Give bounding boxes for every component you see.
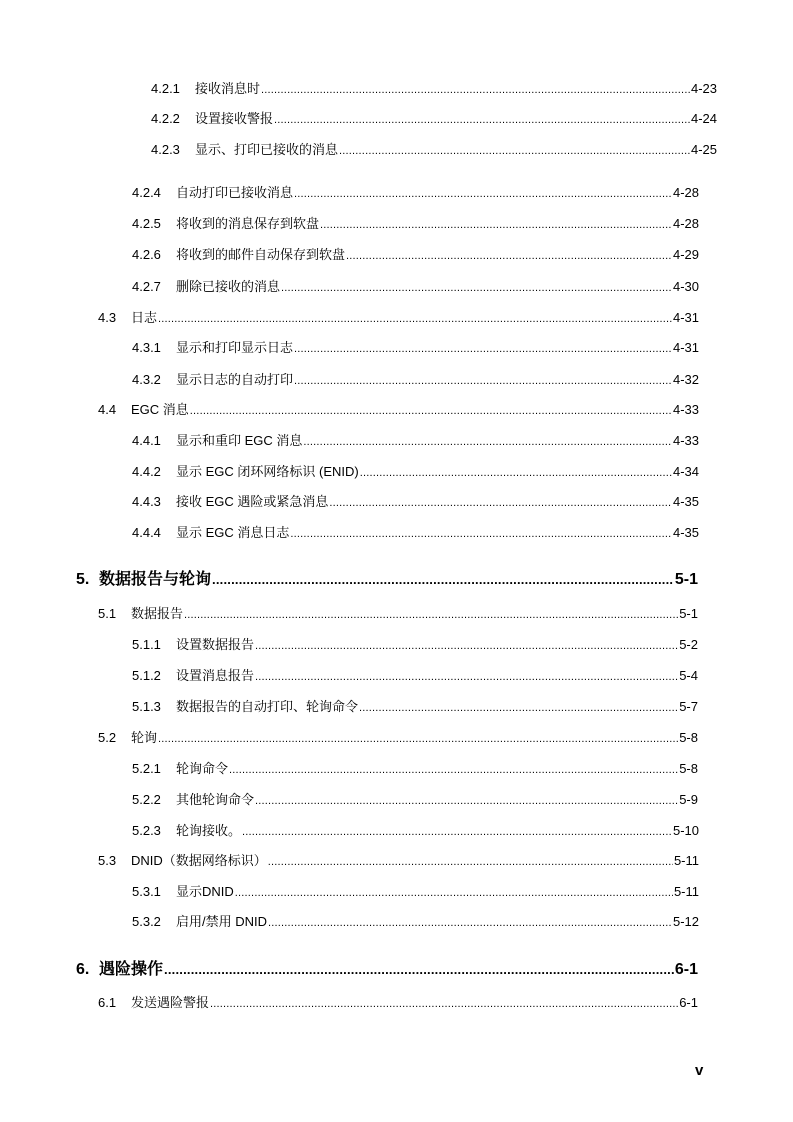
toc-entry-page: 4-31: [672, 340, 699, 355]
dot-leader: [261, 82, 690, 98]
toc-entry-number: 5.3: [98, 853, 117, 868]
toc-entry-title: 轮询: [131, 730, 158, 745]
toc-entry-title: 显示 EGC 闭环网络标识 (ENID): [176, 464, 359, 479]
dot-leader: [290, 526, 672, 542]
toc-entry-title: 数据报告与轮询: [99, 571, 212, 588]
toc-entry-title: 日志: [131, 310, 158, 325]
dot-leader: [329, 495, 672, 511]
toc-entry-number: 4.3.1: [132, 340, 161, 355]
toc-entry-number: 4.2.2: [151, 111, 180, 126]
toc-entry-page: 4-33: [672, 402, 699, 417]
toc-entry-page: 6-1: [679, 995, 698, 1010]
toc-entry-number: 4.4.2: [132, 464, 161, 479]
toc-entry-title: 将收到的邮件自动保存到软盘: [176, 247, 346, 262]
toc-entry-4-3[interactable]: [98, 310, 699, 326]
toc-entry-4-2-5[interactable]: [132, 216, 699, 232]
toc-entry-page: 5-11: [673, 884, 699, 899]
toc-entry-5-1[interactable]: [98, 606, 698, 622]
toc-entry-page: 5-7: [679, 699, 698, 714]
dot-leader: [255, 793, 678, 809]
toc-entry-page: 5-10: [672, 823, 699, 838]
toc-entry-number: 4.4.4: [132, 525, 161, 540]
toc-entry-6-1[interactable]: [98, 995, 698, 1011]
toc-entry-number: 4.2.1: [151, 81, 180, 96]
toc-entry-title: 其他轮询命令: [176, 792, 255, 807]
dot-leader: [294, 373, 672, 389]
dot-leader: [360, 465, 672, 481]
toc-entry-5-2[interactable]: [98, 730, 698, 746]
toc-entry-number: 4.4.1: [132, 433, 161, 448]
dot-leader: [255, 638, 678, 654]
toc-entry-number: 5.1: [98, 606, 117, 621]
dot-leader: [229, 762, 678, 778]
toc-entry-page: 5-12: [672, 914, 699, 929]
toc-entry-title: EGC 消息: [131, 402, 189, 417]
dot-leader: [210, 996, 678, 1012]
toc-entry-page: 4-28: [672, 216, 699, 231]
toc-entry-number: 4.2.5: [132, 216, 161, 231]
toc-entry-title: 自动打印已接收消息: [176, 185, 294, 200]
dot-leader: [339, 143, 690, 159]
toc-entry-title: 显示DNID: [176, 884, 234, 899]
toc-entry-page: 5-9: [679, 792, 698, 807]
toc-chapter-5[interactable]: [76, 570, 698, 590]
dot-leader: [281, 280, 672, 296]
toc-entry-4-2-1[interactable]: [151, 81, 717, 97]
toc-entry-number: 5.: [76, 571, 90, 588]
toc-entry-title: 轮询命令: [176, 761, 229, 776]
toc-entry-4-3-2[interactable]: [132, 372, 699, 388]
toc-entry-page: 4-35: [672, 494, 699, 509]
toc-entry-number: 4.4: [98, 402, 117, 417]
toc-entry-4-4[interactable]: [98, 402, 699, 418]
dot-leader: [242, 824, 672, 840]
toc-entry-page: 5-1: [679, 606, 698, 621]
dot-leader: [303, 434, 672, 450]
toc-entry-4-4-1[interactable]: [132, 433, 699, 449]
dot-leader: [274, 112, 690, 128]
toc-entry-5-2-1[interactable]: [132, 761, 698, 777]
toc-entry-4-2-3[interactable]: [151, 142, 717, 158]
toc-entry-5-3-2[interactable]: [132, 914, 699, 930]
toc-entry-5-3-1[interactable]: [132, 884, 699, 900]
toc-entry-title: 发送遇险警报: [131, 995, 210, 1010]
toc-entry-number: 4.3: [98, 310, 117, 325]
toc-entry-number: 4.3.2: [132, 372, 161, 387]
toc-entry-4-2-2[interactable]: [151, 111, 717, 127]
toc-entry-page: 5-11: [673, 853, 699, 868]
toc-entry-number: 4.2.3: [151, 142, 180, 157]
toc-entry-page: 4-24: [690, 111, 717, 126]
dot-leader: [190, 403, 672, 419]
toc-entry-title: 显示和打印显示日志: [176, 340, 294, 355]
dot-leader: [235, 885, 673, 901]
toc-entry-page: 4-23: [690, 81, 717, 96]
toc-entry-number: 4.2.6: [132, 247, 161, 262]
toc-entry-title: 启用/禁用 DNID: [176, 914, 268, 929]
toc-entry-title: 显示和重印 EGC 消息: [176, 433, 303, 448]
toc-entry-4-3-1[interactable]: [132, 340, 699, 356]
toc-entry-4-4-2[interactable]: [132, 464, 699, 480]
toc-entry-title: 接收 EGC 遇险或紧急消息: [176, 494, 329, 509]
dot-leader: [184, 607, 678, 623]
toc-entry-5-1-3[interactable]: [132, 699, 698, 715]
toc-entry-title: 接收消息时: [195, 81, 261, 96]
toc-entry-number: 5.2.1: [132, 761, 161, 776]
toc-entry-title: 将收到的消息保存到软盘: [176, 216, 320, 231]
toc-entry-page: 4-32: [672, 372, 699, 387]
toc-entry-title: 数据报告的自动打印、轮询命令: [176, 699, 359, 714]
toc-entry-title: 显示 EGC 消息日志: [176, 525, 290, 540]
toc-entry-title: 遇险操作: [99, 961, 164, 978]
toc-entry-page: 5-4: [679, 668, 698, 683]
page-number: v: [695, 1062, 704, 1079]
toc-entry-number: 5.1.3: [132, 699, 161, 714]
toc-entry-title: 设置消息报告: [176, 668, 255, 683]
toc-entry-number: 4.4.3: [132, 494, 161, 509]
dot-leader: [346, 248, 672, 264]
toc-entry-number: 5.2: [98, 730, 117, 745]
toc-entry-title: 轮询接收。: [176, 823, 242, 838]
dot-leader: [164, 960, 674, 980]
toc-entry-page: 4-33: [672, 433, 699, 448]
dot-leader: [158, 731, 678, 747]
dot-leader: [320, 217, 672, 233]
toc-entry-number: 5.2.3: [132, 823, 161, 838]
toc-entry-4-2-7[interactable]: [132, 279, 699, 295]
toc-entry-number: 5.1.2: [132, 668, 161, 683]
dot-leader: [268, 854, 673, 870]
dot-leader: [158, 311, 672, 327]
toc-entry-4-2-4[interactable]: [132, 185, 699, 201]
toc-entry-5-1-2[interactable]: [132, 668, 698, 684]
dot-leader: [294, 341, 672, 357]
dot-leader: [212, 570, 674, 590]
toc-entry-number: 5.3.1: [132, 884, 161, 899]
toc-entry-title: 删除已接收的消息: [176, 279, 281, 294]
toc-entry-4-4-3[interactable]: [132, 494, 699, 510]
toc-entry-5-1-1[interactable]: [132, 637, 698, 653]
dot-leader: [255, 669, 678, 685]
toc-chapter-6[interactable]: [76, 960, 698, 980]
toc-entry-page: 5-8: [679, 730, 698, 745]
toc-entry-title: 显示日志的自动打印: [176, 372, 294, 387]
toc-entry-5-2-3[interactable]: [132, 823, 699, 839]
toc-entry-page: 4-25: [690, 142, 717, 157]
toc-entry-page: 5-8: [679, 761, 698, 776]
toc-entry-page: 5-1: [674, 571, 698, 588]
toc-entry-number: 4.2.7: [132, 279, 161, 294]
toc-entry-number: 6.1: [98, 995, 117, 1010]
dot-leader: [268, 915, 672, 931]
toc-entry-page: 4-31: [672, 310, 699, 325]
toc-entry-page: 5-2: [679, 637, 698, 652]
toc-entry-title: 设置接收警报: [195, 111, 274, 126]
toc-entry-title: 设置数据报告: [176, 637, 255, 652]
toc-entry-number: 5.2.2: [132, 792, 161, 807]
dot-leader: [359, 700, 678, 716]
toc-entry-page: 4-34: [672, 464, 699, 479]
toc-entry-page: 4-30: [672, 279, 699, 294]
toc-entry-5-2-2[interactable]: [132, 792, 698, 808]
toc-entry-4-4-4[interactable]: [132, 525, 699, 541]
toc-entry-5-3[interactable]: [98, 853, 699, 869]
toc-entry-title: DNID（数据网络标识）: [131, 853, 267, 868]
toc-entry-page: 4-35: [672, 525, 699, 540]
toc-entry-page: 6-1: [674, 961, 698, 978]
toc-entry-page: 4-28: [672, 185, 699, 200]
toc-entry-page: 4-29: [672, 247, 699, 262]
toc-entry-number: 6.: [76, 961, 90, 978]
toc-entry-title: 显示、打印已接收的消息: [195, 142, 339, 157]
dot-leader: [294, 186, 672, 202]
toc-entry-number: 5.1.1: [132, 637, 161, 652]
toc-entry-title: 数据报告: [131, 606, 184, 621]
toc-entry-4-2-6[interactable]: [132, 247, 699, 263]
toc-entry-number: 5.3.2: [132, 914, 161, 929]
toc-entry-number: 4.2.4: [132, 185, 161, 200]
